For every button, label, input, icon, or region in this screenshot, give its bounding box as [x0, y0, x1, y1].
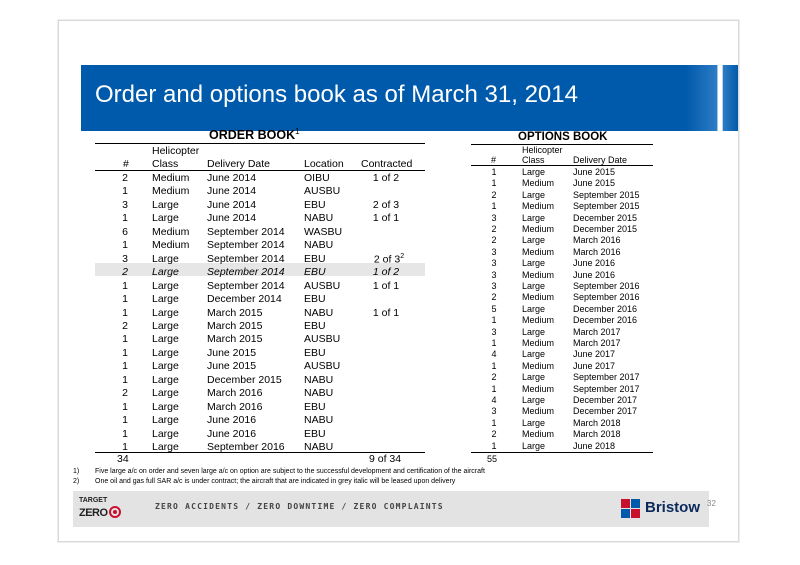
- order-row-11-date: March 2015: [207, 319, 263, 332]
- order-row-20-location: NABU: [304, 441, 334, 453]
- footnote-2: [73, 477, 485, 487]
- option-row-23-class: Medium: [522, 429, 555, 440]
- footnote-1-number: 1): [73, 468, 80, 475]
- order-row-9-class: Large: [152, 293, 179, 306]
- footnotes: [73, 467, 485, 487]
- order-row-17-class: Large: [152, 400, 179, 413]
- option-row-8-date: June 2016: [573, 258, 616, 269]
- order-row-19-class: Large: [152, 427, 179, 440]
- option-row-13-count: 1: [491, 315, 497, 326]
- order-row-17-date: March 2016: [207, 400, 263, 413]
- title-bar: [81, 65, 686, 131]
- order-row-8-location: AUSBU: [304, 279, 341, 292]
- option-row-4-date: December 2015: [573, 212, 638, 223]
- order-row-8-date: September 2014: [207, 279, 285, 292]
- order-row-18-class: Large: [152, 414, 179, 427]
- order-book-top-rule: [95, 143, 425, 144]
- order-book-col-location: Location: [304, 158, 344, 170]
- order-row-10-count: 1: [122, 306, 128, 319]
- title-bar-accent: [686, 65, 738, 131]
- order-row-10-class: Large: [152, 306, 179, 319]
- order-row-12-count: 1: [122, 333, 128, 346]
- order-row-4-date: September 2014: [207, 225, 285, 238]
- order-row-7-location: EBU: [304, 266, 326, 279]
- option-row-19-date: September 2017: [573, 383, 640, 394]
- footnote-2-number: 2): [73, 478, 80, 485]
- order-row-8-class: Large: [152, 279, 179, 292]
- bristow-logo-text: Bristow: [645, 499, 701, 516]
- option-row-2-class: Large: [522, 189, 546, 200]
- option-row-5-date: December 2015: [573, 224, 638, 234]
- option-row-10-count: 3: [491, 281, 497, 291]
- option-row-0-date: June 2015: [573, 167, 616, 177]
- order-row-3-date: June 2014: [207, 212, 257, 225]
- order-row-10-date: March 2015: [207, 306, 263, 319]
- order-row-5-class: Medium: [152, 239, 190, 252]
- page-title: Order and options book as of March 31, 2014: [95, 81, 578, 108]
- option-row-18-class: Large: [522, 372, 546, 383]
- option-row-6-count: 2: [491, 235, 497, 246]
- option-row-5-class: Medium: [522, 224, 555, 234]
- order-book-col-delivery-date: Delivery Date: [207, 158, 271, 170]
- option-row-24-date: June 2018: [573, 440, 616, 451]
- option-row-19-class: Medium: [522, 383, 555, 394]
- option-row-1-date: June 2015: [573, 178, 616, 189]
- option-row-5-count: 2: [491, 224, 497, 234]
- order-row-9-count: 1: [122, 293, 128, 306]
- option-row-0-class: Large: [522, 167, 546, 177]
- order-book-header-rule: [95, 170, 425, 171]
- option-row-8-count: 3: [491, 258, 497, 269]
- option-row-2-count: 2: [491, 189, 497, 200]
- order-row-16-date: March 2016: [207, 387, 263, 400]
- option-row-23-count: 2: [491, 429, 497, 440]
- order-row-1-location: AUSBU: [304, 185, 341, 198]
- order-row-20-date: September 2016: [207, 441, 285, 453]
- option-row-7-count: 3: [491, 246, 497, 257]
- order-row-14-count: 1: [122, 360, 128, 373]
- order-row-1-date: June 2014: [207, 185, 257, 198]
- option-row-10-class: Large: [522, 281, 546, 291]
- order-book-col-number: #: [123, 158, 129, 170]
- option-row-8-class: Large: [522, 258, 546, 269]
- order-row-13-count: 1: [122, 346, 128, 359]
- order-row-11-class: Large: [152, 319, 179, 332]
- option-row-3-date: September 2015: [573, 201, 640, 212]
- order-row-6-count: 3: [122, 252, 128, 265]
- option-row-1-count: 1: [491, 178, 497, 189]
- option-row-21-class: Medium: [522, 406, 555, 417]
- order-row-19-count: 1: [122, 427, 128, 440]
- option-row-7-class: Medium: [522, 246, 555, 257]
- footer-bar: [73, 491, 709, 527]
- order-row-2-location: EBU: [304, 198, 326, 211]
- options-book-col-class: Class: [522, 155, 545, 165]
- slide: [58, 20, 739, 542]
- order-row-17-count: 1: [122, 400, 128, 413]
- order-row-7-class: Large: [152, 266, 179, 279]
- order-row-2-date: June 2014: [207, 198, 257, 211]
- order-book-header-helicopter: Helicopter: [152, 145, 200, 157]
- page-number: 32: [707, 499, 716, 508]
- order-row-6-class: Large: [152, 252, 179, 265]
- option-row-1-class: Medium: [522, 178, 555, 189]
- option-row-12-date: December 2016: [573, 303, 638, 314]
- option-row-24-count: 1: [491, 440, 497, 451]
- option-row-19-count: 1: [491, 383, 497, 394]
- order-row-18-date: June 2016: [207, 414, 257, 427]
- option-row-24-class: Large: [522, 440, 546, 451]
- order-row-11-count: 2: [122, 319, 128, 332]
- option-row-3-count: 1: [491, 201, 497, 212]
- option-row-14-class: Large: [522, 326, 546, 337]
- order-row-1-count: 1: [122, 185, 128, 198]
- order-row-3-contracted: 1 of 1: [372, 212, 400, 225]
- order-row-7-contracted: 1 of 2: [372, 266, 400, 279]
- order-row-0-class: Medium: [152, 172, 190, 184]
- options-book-header-rule: [471, 165, 653, 166]
- order-row-4-location: WASBU: [304, 225, 343, 238]
- order-row-14-date: June 2015: [207, 360, 257, 373]
- options-book-col-number: #: [491, 155, 497, 165]
- option-row-10-date: September 2016: [573, 281, 640, 291]
- option-row-17-count: 1: [491, 360, 497, 371]
- order-row-3-location: NABU: [304, 212, 334, 225]
- option-row-17-date: June 2017: [573, 360, 616, 371]
- option-row-18-date: September 2017: [573, 372, 640, 383]
- order-row-6-contracted-text: 2 of 3: [373, 253, 401, 266]
- target-icon: [109, 506, 121, 518]
- footnote-1-text: Five large a/c on order and seven large a/c on option are subject to the successful development and certification of the aircraft: [95, 468, 485, 475]
- order-row-10-location: NABU: [304, 306, 334, 319]
- order-row-6-contracted: [364, 253, 414, 266]
- order-book-heading-text: ORDER BOOK: [209, 128, 296, 143]
- order-row-7-count: 2: [122, 266, 128, 279]
- order-row-14-location: AUSBU: [304, 360, 341, 373]
- order-row-15-count: 1: [122, 373, 128, 386]
- order-row-8-count: 1: [122, 279, 128, 292]
- option-row-6-date: March 2016: [573, 235, 621, 246]
- order-row-17-location: EBU: [304, 400, 326, 413]
- order-row-0-location: OIBU: [304, 172, 330, 184]
- order-row-6-location: EBU: [304, 252, 326, 265]
- order-row-19-date: June 2016: [207, 427, 257, 440]
- option-row-15-class: Medium: [522, 338, 555, 348]
- option-row-12-count: 5: [491, 303, 497, 314]
- order-row-2-class: Large: [152, 198, 179, 211]
- option-row-20-class: Large: [522, 395, 546, 405]
- option-row-9-date: June 2016: [573, 269, 616, 280]
- order-row-16-count: 2: [122, 387, 128, 400]
- order-row-8-contracted: 1 of 1: [372, 279, 400, 292]
- order-row-0-count: 2: [122, 172, 128, 184]
- order-row-9-location: EBU: [304, 293, 326, 306]
- order-book-col-contracted: Contracted: [361, 158, 413, 170]
- order-row-6-date: September 2014: [207, 252, 285, 265]
- order-row-3-count: 1: [122, 212, 128, 225]
- option-row-4-class: Large: [522, 212, 546, 223]
- options-book-total-count: 55: [487, 454, 498, 464]
- options-book-bottom-rule: [471, 452, 653, 453]
- option-row-15-date: March 2017: [573, 338, 621, 348]
- bristow-logo: [621, 497, 711, 521]
- order-row-13-location: EBU: [304, 346, 326, 359]
- order-row-4-class: Medium: [152, 225, 190, 238]
- option-row-11-date: September 2016: [573, 292, 640, 303]
- option-row-22-class: Large: [522, 417, 546, 428]
- bristow-logo-icon: [621, 499, 641, 519]
- order-row-2-contracted: 2 of 3: [372, 198, 400, 211]
- order-book-heading-footnote: 1: [295, 127, 300, 136]
- option-row-9-class: Medium: [522, 269, 555, 280]
- order-row-18-location: NABU: [304, 414, 334, 427]
- order-book-col-class: Class: [152, 158, 179, 170]
- option-row-3-class: Medium: [522, 201, 555, 212]
- option-row-21-date: December 2017: [573, 406, 638, 417]
- option-row-11-class: Medium: [522, 292, 555, 303]
- option-row-23-date: March 2018: [573, 429, 621, 440]
- order-row-13-class: Large: [152, 346, 179, 359]
- order-row-2-count: 3: [122, 198, 128, 211]
- order-row-6-contracted-footnote: 2: [400, 252, 405, 260]
- option-row-13-date: December 2016: [573, 315, 638, 326]
- order-row-3-class: Large: [152, 212, 179, 225]
- option-row-6-class: Large: [522, 235, 546, 246]
- order-row-15-location: NABU: [304, 373, 334, 386]
- order-row-15-date: December 2015: [207, 373, 282, 386]
- footer-slogan: ZERO ACCIDENTS / ZERO DOWNTIME / ZERO COMPLAINTS: [155, 502, 444, 511]
- order-row-12-date: March 2015: [207, 333, 263, 346]
- target-zero-logo: [79, 495, 123, 523]
- target-zero-big-text: ZERO: [79, 507, 108, 519]
- option-row-14-count: 3: [491, 326, 497, 337]
- option-row-16-count: 4: [491, 349, 497, 360]
- option-row-22-count: 1: [491, 417, 497, 428]
- footnote-1: [73, 467, 485, 477]
- option-row-2-date: September 2015: [573, 189, 640, 200]
- option-row-14-date: March 2017: [573, 326, 621, 337]
- order-row-13-date: June 2015: [207, 346, 257, 359]
- option-row-4-count: 3: [491, 212, 497, 223]
- option-row-7-date: March 2016: [573, 246, 621, 257]
- target-zero-small-text: TARGET: [79, 497, 108, 504]
- option-row-16-date: June 2017: [573, 349, 616, 360]
- order-book-total-contracted: 9 of 34: [369, 453, 402, 465]
- option-row-9-count: 3: [491, 269, 497, 280]
- option-row-20-date: December 2017: [573, 395, 638, 405]
- order-row-20-class: Large: [152, 441, 179, 453]
- order-row-0-contracted: 1 of 2: [372, 172, 400, 184]
- order-row-12-class: Large: [152, 333, 179, 346]
- order-row-7-date: September 2014: [207, 266, 285, 279]
- options-book-header-helicopter: Helicopter: [522, 145, 563, 155]
- option-row-22-date: March 2018: [573, 417, 621, 428]
- option-row-12-class: Large: [522, 303, 546, 314]
- order-book-heading: [209, 127, 300, 142]
- order-row-14-class: Large: [152, 360, 179, 373]
- order-row-5-count: 1: [122, 239, 128, 252]
- order-row-0-date: June 2014: [207, 172, 257, 184]
- order-row-1-class: Medium: [152, 185, 190, 198]
- order-row-9-date: December 2014: [207, 293, 282, 306]
- order-row-18-count: 1: [122, 414, 128, 427]
- order-row-19-location: EBU: [304, 427, 326, 440]
- option-row-17-class: Medium: [522, 360, 555, 371]
- order-row-15-class: Large: [152, 373, 179, 386]
- footnote-2-text: One oil and gas full SAR a/c is under contract; the aircraft that are indicated in grey italic will be leased upon delivery: [95, 478, 456, 485]
- order-row-4-count: 6: [122, 225, 128, 238]
- order-row-16-location: NABU: [304, 387, 334, 400]
- order-row-5-date: September 2014: [207, 239, 285, 252]
- option-row-15-count: 1: [491, 338, 497, 348]
- order-row-16-class: Large: [152, 387, 179, 400]
- option-row-21-count: 3: [491, 406, 497, 417]
- order-book-total-count: 34: [117, 453, 129, 465]
- option-row-13-class: Medium: [522, 315, 555, 326]
- order-row-5-location: NABU: [304, 239, 334, 252]
- options-book-col-delivery-date: Delivery Date: [573, 155, 628, 165]
- option-row-20-count: 4: [491, 395, 497, 405]
- order-row-12-location: AUSBU: [304, 333, 341, 346]
- option-row-16-class: Large: [522, 349, 546, 360]
- option-row-0-count: 1: [491, 167, 497, 177]
- option-row-18-count: 2: [491, 372, 497, 383]
- order-row-11-location: EBU: [304, 319, 326, 332]
- order-row-20-count: 1: [122, 441, 128, 453]
- order-row-10-contracted: 1 of 1: [372, 306, 400, 319]
- options-book-heading: OPTIONS BOOK: [518, 131, 608, 143]
- option-row-11-count: 2: [491, 292, 497, 303]
